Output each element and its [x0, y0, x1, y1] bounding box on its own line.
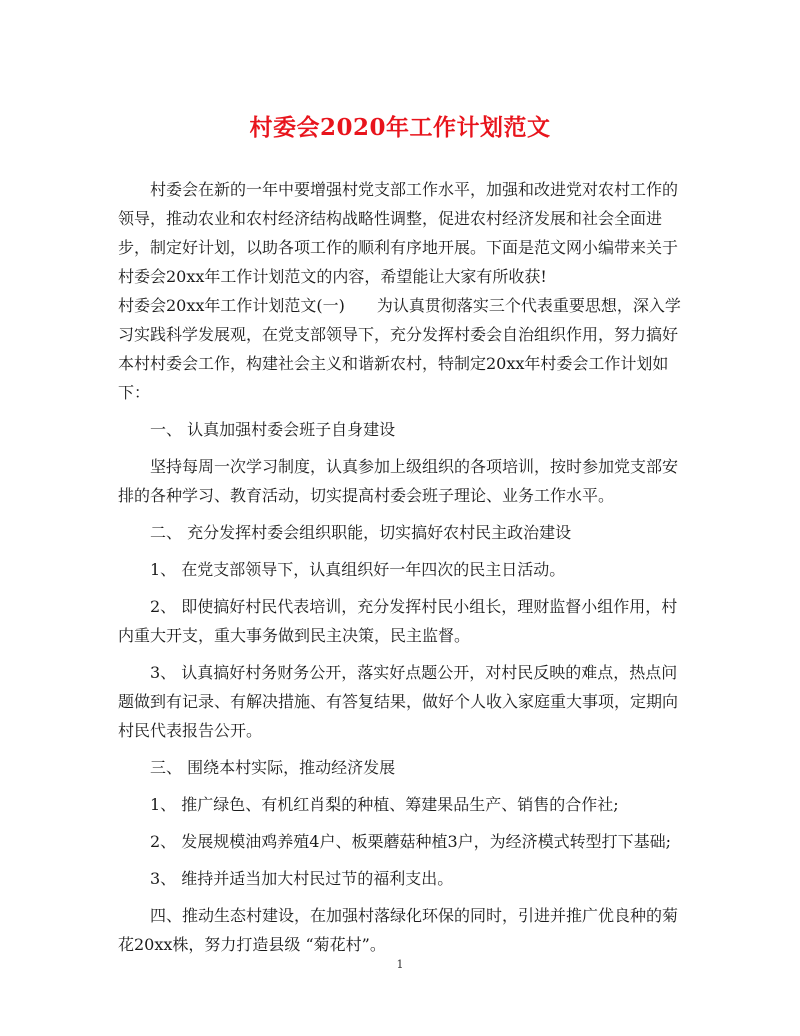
- plan-intro-paragraph: 村委会20xx年工作计划范文(一) 为认真贯彻落实三个代表重要思想，深入学习实践科学发展观，在党支部领导下，充分发挥村委会自治组织作用，努力搞好本村村委会工作，构建社会主义和谐新农村，特制定20xx年村委会工作计划如下：: [118, 296, 681, 402]
- section-3-item-1: 1、 推广绿色、有机红肖梨的种植、筹建果品生产、销售的合作社;: [150, 795, 619, 814]
- section-3-item-2: 2、 发展规模油鸡养殖4户、板栗蘑菇种植3户，为经济模式转型打下基础;: [150, 832, 672, 851]
- section-heading-4: 四、推动生态村建设，在加强村落绿化环保的同时，引进并推广优良种的菊花20xx株，努力打造县级 “菊花村”。: [118, 906, 679, 954]
- document-body: [118, 175, 684, 959]
- section-1-paragraph: 坚持每周一次学习制度，认真参加上级组织的各项培训，按时参加党支部安排的各种学习、教育活动，切实提高村委会班子理论、业务工作水平。: [118, 457, 679, 505]
- section-2-item-1: 1、 在党支部领导下，认真组织好一年四次的民主日活动。: [150, 560, 566, 579]
- page-number: 1: [396, 958, 404, 971]
- section-3-item-3: 3、 维持并适当加大村民过节的福利支出。: [150, 869, 454, 888]
- intro-paragraph: 村委会在新的一年中要增强村党支部工作水平，加强和改进党对农村工作的领导，推动农业和农村经济结构战略性调整，促进农村经济发展和社会全面进步，制定好计划，以助各项工作的顺利有序地开展。下面是范文网小编带来关于村委会20xx年工作计划范文的内容，希望能让大家有所收获!: [118, 180, 679, 286]
- section-2-item-3: 3、 认真搞好村务财务公开，落实好点题公开，对村民反映的难点，热点问题做到有记录、有解决措施、有答复结果，做好个人收入家庭重大事项，定期向村民代表报告公开。: [118, 663, 679, 740]
- section-heading-3: 三、 围绕本村实际，推动经济发展: [150, 758, 396, 777]
- section-heading-1: 一、 认真加强村委会班子自身建设: [150, 420, 396, 439]
- section-heading-2: 二、 充分发挥村委会组织职能，切实搞好农村民主政治建设: [150, 523, 572, 542]
- page-title: 村委会2020年工作计划范文: [249, 114, 551, 141]
- section-2-item-2: 2、 即使搞好村民代表培训，充分发挥村民小组长，理财监督小组作用，村内重大开支，重大事务做到民主决策，民主监督。: [118, 597, 678, 645]
